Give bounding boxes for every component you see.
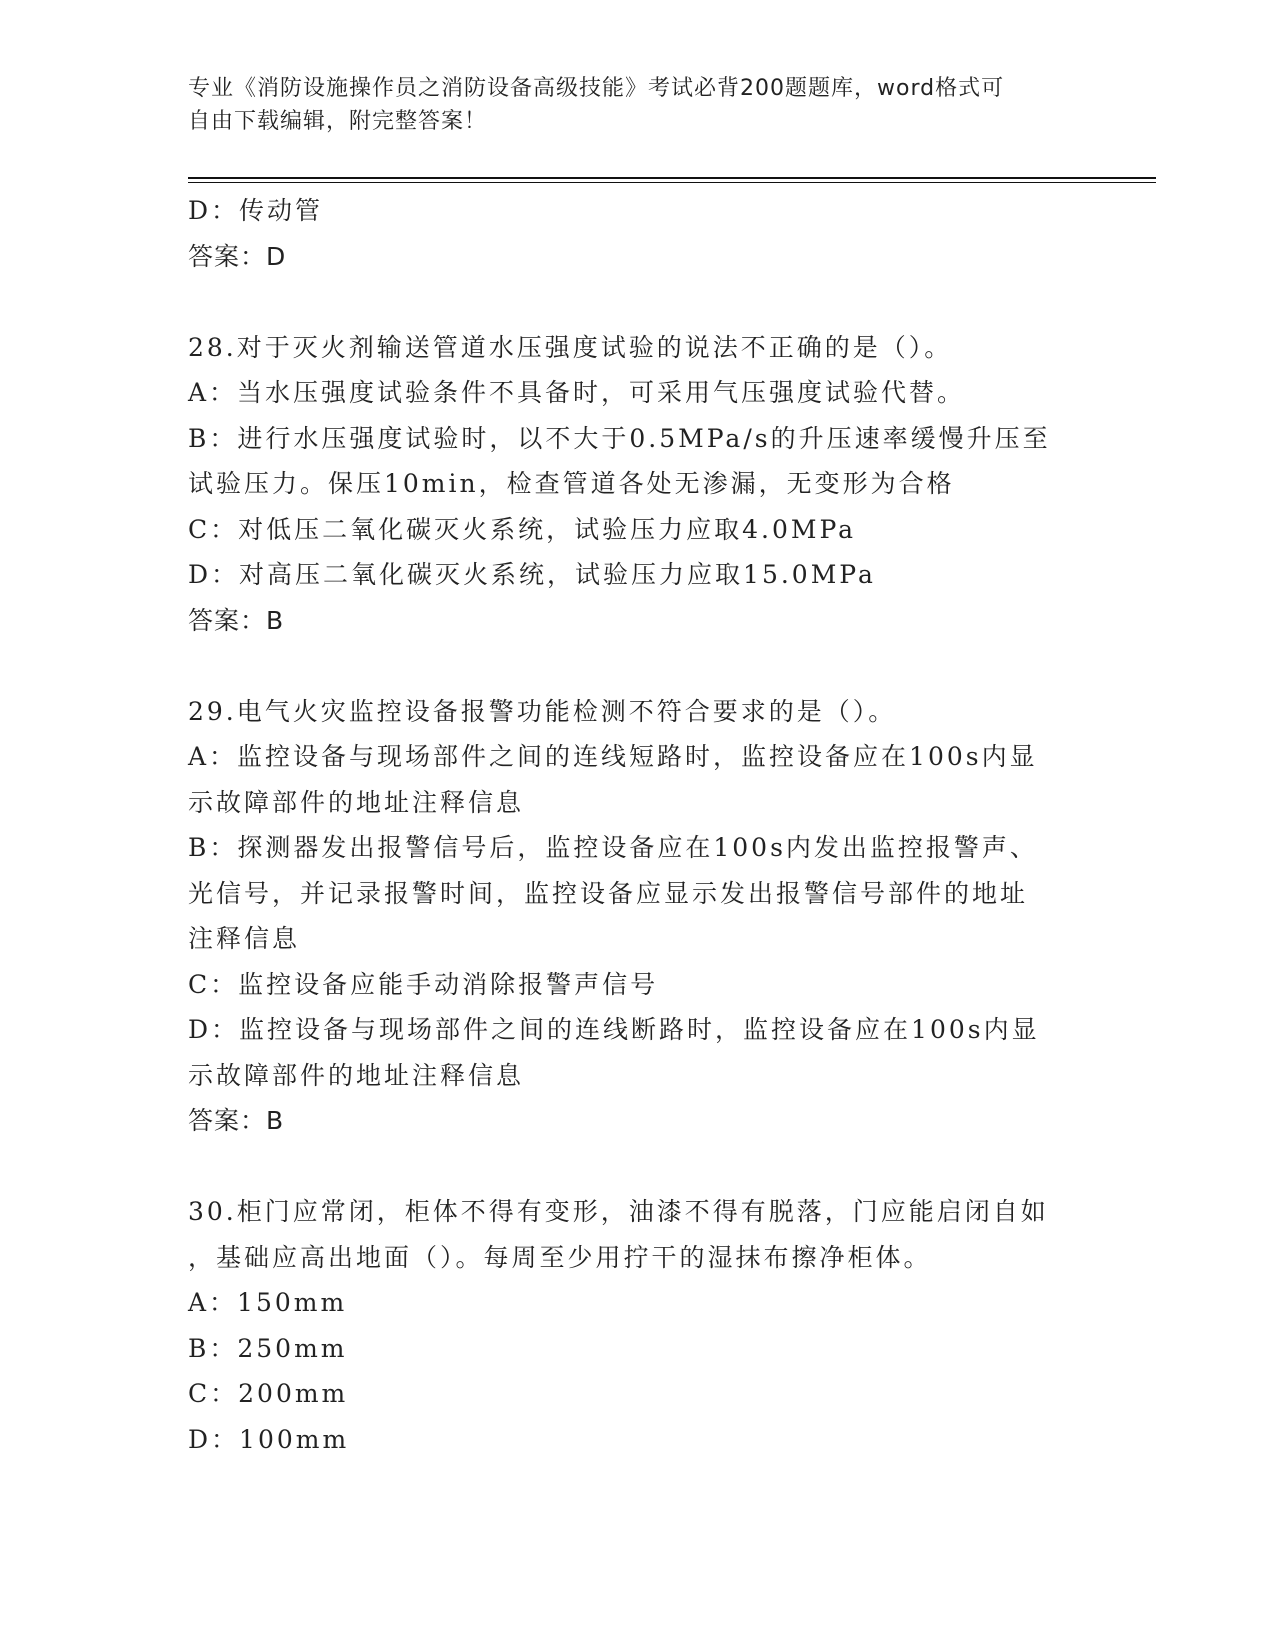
spacer bbox=[188, 1144, 1088, 1190]
question-content bbox=[188, 188, 1088, 1462]
q29-option-b-line-3: 注释信息 bbox=[188, 924, 301, 953]
q29-option-b-line-1: B：探测器发出报警信号后，监控设备应在100s内发出监控报警声、 bbox=[188, 833, 1038, 862]
q30-option-b: B：250mm bbox=[188, 1333, 348, 1363]
header-divider-thick bbox=[188, 177, 1156, 179]
q30-option-a: A：150mm bbox=[188, 1288, 348, 1317]
document-header bbox=[188, 72, 1088, 138]
q28-option-d: D：对高压二氧化碳灭火系统，试验压力应取15.0MPa bbox=[188, 560, 876, 589]
spacer bbox=[188, 279, 1088, 325]
q30-stem-line-1: 30.柜门应常闭，柜体不得有变形，油漆不得有脱落，门应能启闭自如 bbox=[188, 1197, 1049, 1226]
q29-answer: 答案：B bbox=[188, 1106, 285, 1135]
q30-option-d: D：100mm bbox=[188, 1424, 350, 1454]
q27-answer: 答案：D bbox=[188, 241, 287, 271]
q29-option-a-line-1: A：监控设备与现场部件之间的连线短路时，监控设备应在100s内显 bbox=[188, 742, 1038, 771]
q28-option-b-line-1: B：进行水压强度试验时，以不大于0.5MPa/s的升压速率缓慢升压至 bbox=[188, 423, 1051, 453]
q30-stem-line-2: ，基础应高出地面（）。每周至少用拧干的湿抹布擦净柜体。 bbox=[188, 1242, 932, 1272]
header-line-2: 自由下载编辑，附完整答案！ bbox=[188, 109, 488, 134]
spacer bbox=[188, 643, 1088, 689]
q30-option-c: C：200mm bbox=[188, 1379, 349, 1408]
q28-option-b-line-2: 试验压力。保压10min，检查管道各处无渗漏，无变形为合格 bbox=[188, 469, 955, 498]
q29-option-d-line-2: 示故障部件的地址注释信息 bbox=[188, 1060, 525, 1090]
q29-option-a-line-2: 示故障部件的地址注释信息 bbox=[188, 787, 525, 817]
header-line-1: 专业《消防设施操作员之消防设备高级技能》考试必背200题题库，word格式可 bbox=[188, 76, 1005, 101]
q28-answer: 答案：B bbox=[188, 605, 285, 635]
q29-stem: 29.电气火灾监控设备报警功能检测不符合要求的是（）。 bbox=[188, 696, 897, 726]
header-divider-thin bbox=[188, 182, 1156, 183]
q29-option-c: C：监控设备应能手动消除报警声信号 bbox=[188, 969, 659, 999]
q28-option-a: A：当水压强度试验条件不具备时，可采用气压强度试验代替。 bbox=[188, 378, 966, 407]
q27-option-d: D：传动管 bbox=[188, 196, 324, 225]
q29-option-d-line-1: D：监控设备与现场部件之间的连线断路时，监控设备应在100s内显 bbox=[188, 1015, 1040, 1044]
q28-stem: 28.对于灭火剂输送管道水压强度试验的说法不正确的是（）。 bbox=[188, 332, 953, 362]
q29-option-b-line-2: 光信号，并记录报警时间，监控设备应显示发出报警信号部件的地址 bbox=[188, 878, 1029, 908]
q28-option-c: C：对低压二氧化碳灭火系统，试验压力应取4.0MPa bbox=[188, 514, 857, 544]
